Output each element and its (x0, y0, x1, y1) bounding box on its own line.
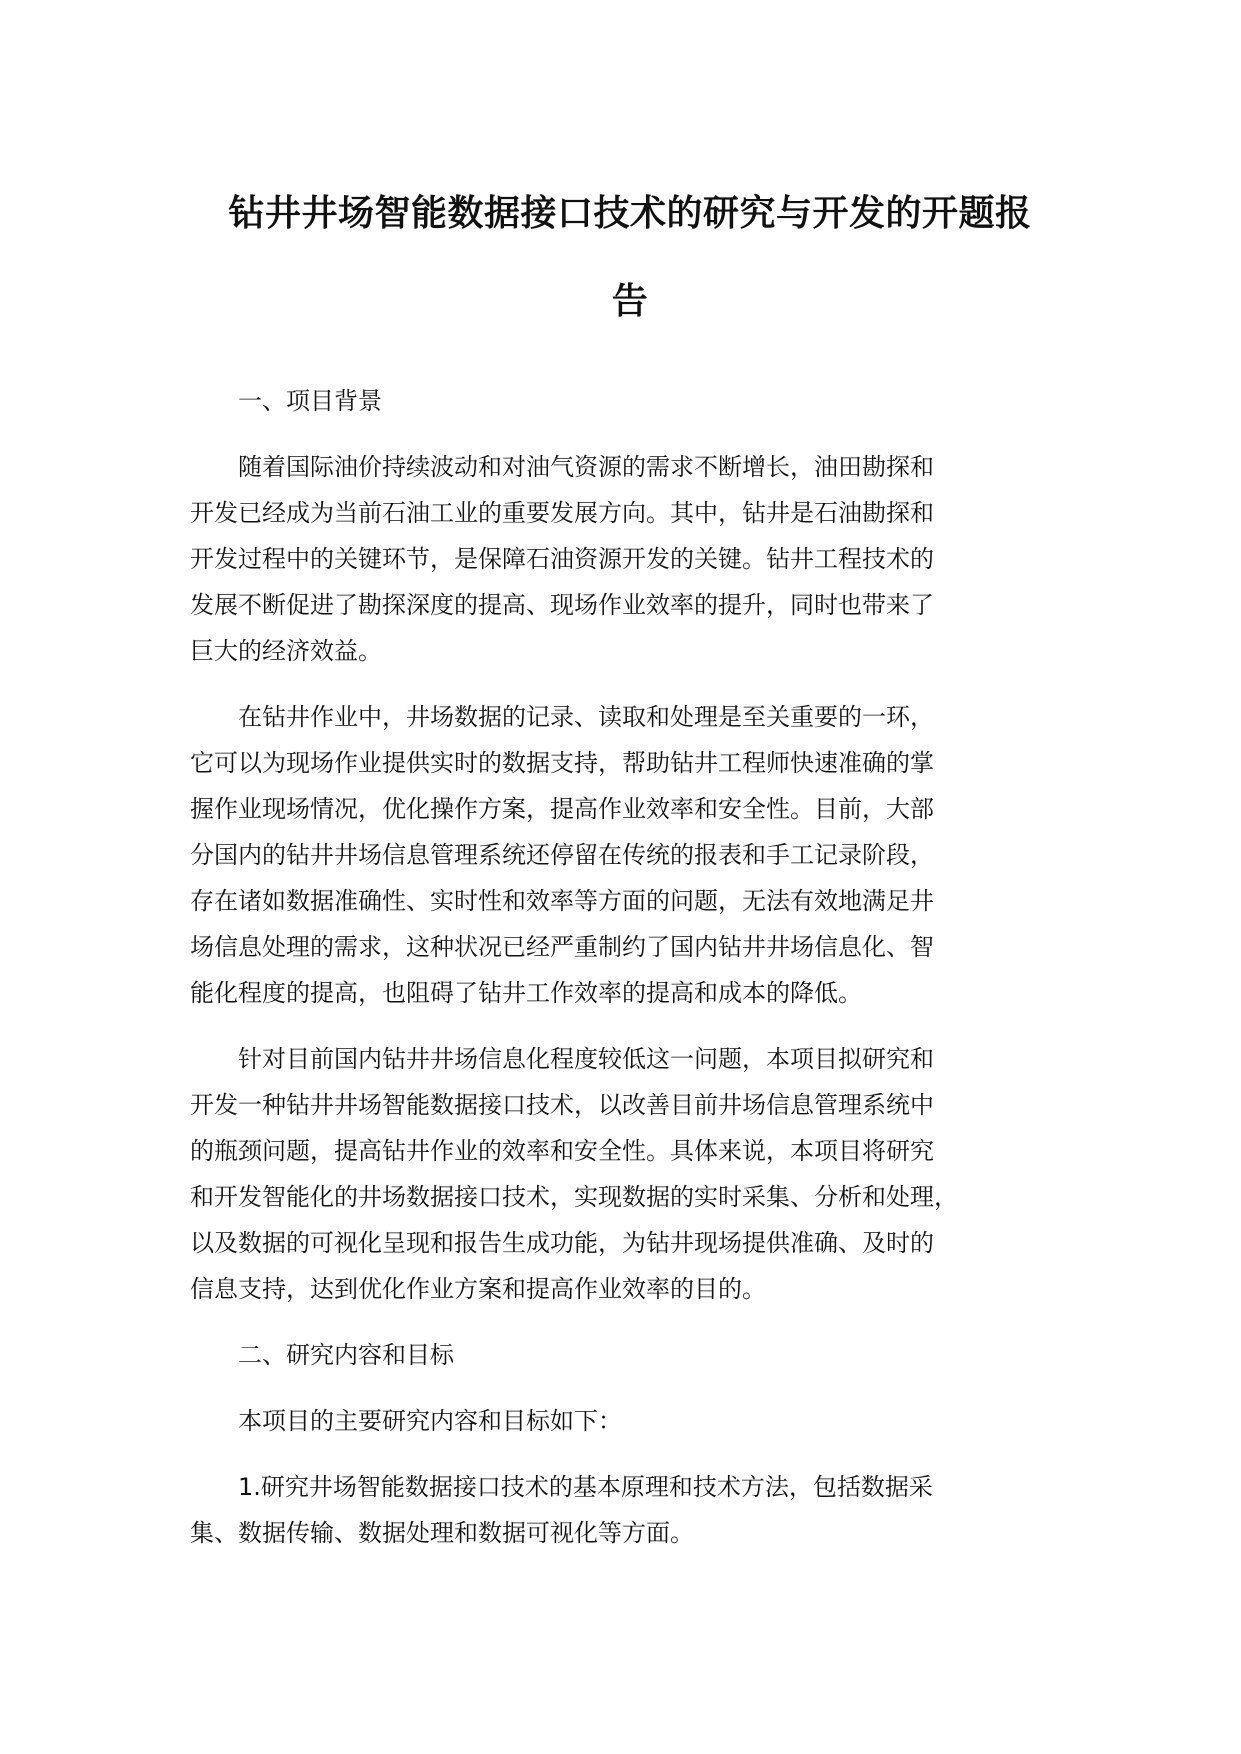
paragraph-research-item-1 (190, 1464, 1050, 1556)
document-title (190, 170, 1070, 346)
paragraph-line: 开发已经成为当前石油工业的重要发展方向。其中，钻井是石油勘探和 (190, 499, 934, 527)
paragraph-line: 信息支持，达到优化作业方案和提高作业效率的目的。 (190, 1275, 766, 1303)
paragraph-line: 的瓶颈问题，提高钻井作业的效率和安全性。具体来说，本项目将研究 (190, 1137, 934, 1165)
paragraph-line: 发展不断促进了勘探深度的提高、现场作业效率的提升，同时也带来了 (190, 591, 934, 619)
paragraph-line: 能化程度的提高，也阻碍了钻井工作效率的提高和成本的降低。 (190, 979, 862, 1007)
paragraph-line: 以及数据的可视化呈现和报告生成功能，为钻井现场提供准确、及时的 (190, 1229, 934, 1257)
paragraph-line: 开发一种钻井井场智能数据接口技术，以改善目前井场信息管理系统中 (190, 1091, 934, 1119)
title-line-1: 钻井井场智能数据接口技术的研究与开发的开题报 (228, 193, 1032, 234)
paragraph-line: 在钻井作业中，井场数据的记录、读取和处理是至关重要的一环， (238, 703, 934, 731)
paragraph-line: 巨大的经济效益。 (190, 637, 382, 665)
paragraph-research-intro: 本项目的主要研究内容和目标如下： (238, 1407, 622, 1435)
paragraph-line: 分国内的钻井井场信息管理系统还停留在传统的报表和手工记录阶段， (190, 841, 934, 869)
paragraph-line: 它可以为现场作业提供实时的数据支持，帮助钻井工程师快速准确的掌 (190, 749, 934, 777)
paragraph-line: 握作业现场情况，优化操作方案，提高作业效率和安全性。目前，大部 (190, 795, 934, 823)
paragraph-line: 1.研究井场智能数据接口技术的基本原理和技术方法，包括数据采 (238, 1473, 933, 1501)
paragraph-line: 集、数据传输、数据处理和数据可视化等方面。 (190, 1519, 694, 1547)
paragraph-line: 存在诸如数据准确性、实时性和效率等方面的问题，无法有效地满足井 (190, 887, 934, 915)
paragraph-line: 随着国际油价持续波动和对油气资源的需求不断增长，油田勘探和 (238, 453, 934, 481)
paragraph-background-3 (190, 1036, 1050, 1312)
title-line-2: 告 (611, 281, 649, 322)
paragraph-line: 场信息处理的需求，这种状况已经严重制约了国内钻井井场信息化、智 (190, 933, 934, 961)
paragraph-background-2 (190, 694, 1050, 1016)
paragraph-line: 开发过程中的关键环节，是保障石油资源开发的关键。钻井工程技术的 (190, 545, 934, 573)
paragraph-line: 针对目前国内钻井井场信息化程度较低这一问题，本项目拟研究和 (238, 1045, 934, 1073)
paragraph-line: 和开发智能化的井场数据接口技术，实现数据的实时采集、分析和处理， (190, 1183, 958, 1211)
document-body (190, 378, 1050, 1576)
section-heading-background: 一、项目背景 (238, 387, 382, 415)
paragraph-background-1 (190, 444, 1050, 674)
section-heading-research: 二、研究内容和目标 (238, 1341, 454, 1369)
